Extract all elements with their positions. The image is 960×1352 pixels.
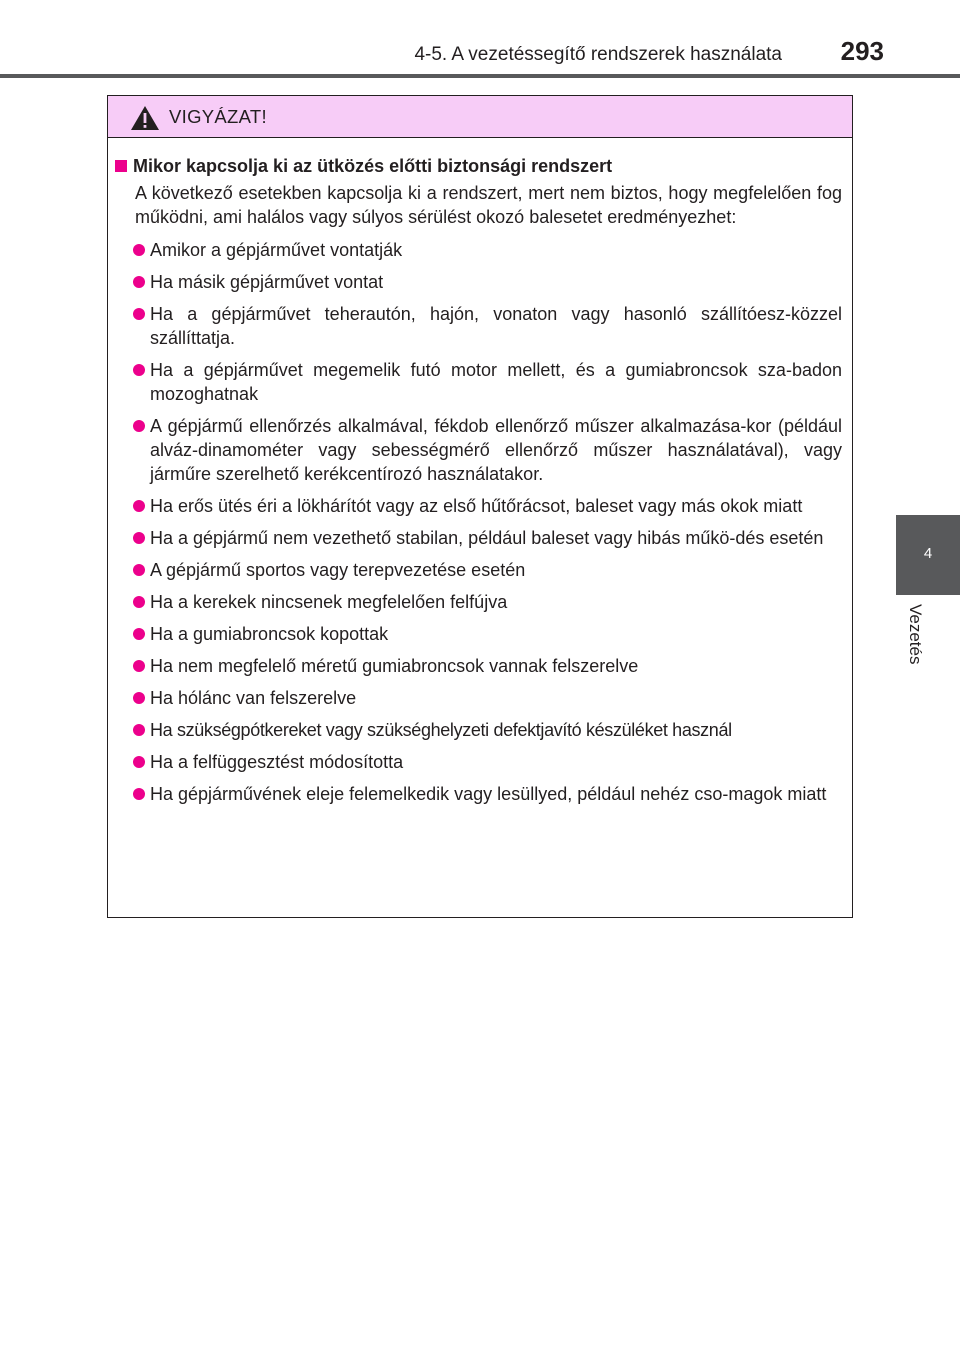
bullet-dot-icon — [133, 788, 145, 800]
list-item: Ha hólánc van felszerelve — [133, 686, 842, 710]
bullet-dot-icon — [133, 660, 145, 672]
list-item: Ha a gépjármű nem vezethető stabilan, például baleset vagy hibás műkö-dés esetén — [133, 526, 842, 550]
list-item: Ha szükségpótkereket vagy szükséghelyzeti defektjavító készüléket használ — [133, 718, 842, 742]
warning-body — [108, 138, 852, 806]
section-title: 4-5. A vezetéssegítő rendszerek használata — [414, 44, 782, 65]
list-item: Ha erős ütés éri a lökhárítót vagy az első hűtőrácsot, baleset vagy más okok miatt — [133, 494, 842, 518]
intro-paragraph: A következő esetekben kapcsolja ki a rendszert, mert nem biztos, hogy megfelelően fog működni, ami halálos vagy súlyos sérülést okozó balesetet eredményezhet: — [135, 183, 842, 227]
section-heading-text: Mikor kapcsolja ki az ütközés előtti biztonsági rendszert — [133, 156, 613, 176]
list-item: Ha a gumiabroncsok kopottak — [133, 622, 842, 646]
list-item: Ha másik gépjárművet vontat — [133, 270, 842, 294]
list-item: A gépjármű sportos vagy terepvezetése esetén — [133, 558, 842, 582]
bullet-dot-icon — [133, 364, 145, 376]
header-rule — [0, 74, 960, 78]
chapter-label — [895, 604, 935, 684]
bullet-dot-icon — [133, 308, 145, 320]
bullet-dot-icon — [133, 564, 145, 576]
list-item: Ha a gépjárművet teherautón, hajón, vonaton vagy hasonló szállítóesz-közzel szállíttatja. — [133, 302, 842, 350]
bullet-dot-icon — [133, 276, 145, 288]
list-item: Ha nem megfelelő méretű gumiabroncsok vannak felszerelve — [133, 654, 842, 678]
chapter-tab — [896, 515, 960, 595]
list-item: Amikor a gépjárművet vontatják — [133, 238, 842, 262]
warning-box — [107, 95, 853, 918]
warning-triangle-icon — [130, 105, 160, 131]
chapter-number: 4 — [923, 545, 933, 562]
bullet-dot-icon — [133, 420, 145, 432]
bullet-dot-icon — [133, 724, 145, 736]
list-item: Ha a felfüggesztést módosította — [133, 750, 842, 774]
bullet-dot-icon — [133, 500, 145, 512]
page-header — [0, 0, 960, 80]
bullet-dot-icon — [133, 244, 145, 256]
condition-list — [133, 238, 842, 806]
section-heading — [112, 153, 842, 179]
chapter-label-text: Vezetés — [906, 604, 925, 665]
bullet-dot-icon — [133, 692, 145, 704]
bullet-dot-icon — [133, 756, 145, 768]
warning-title: VIGYÁZAT! — [169, 106, 267, 127]
list-item: A gépjármű ellenőrzés alkalmával, fékdob ellenőrző műszer alkalmazása-kor (például alváz-dinamométer vagy sebességmérő ellenőrző műszer használatával), vagy járműre szerelhető kerékcentírozó használatakor. — [133, 414, 842, 486]
warning-header — [108, 96, 852, 138]
bullet-dot-icon — [133, 532, 145, 544]
list-item: Ha gépjárművének eleje felemelkedik vagy lesüllyed, például nehéz cso-magok miatt — [133, 782, 842, 806]
square-bullet-icon — [115, 160, 127, 172]
list-item: Ha a gépjárművet megemelik futó motor mellett, és a gumiabroncsok sza-badon mozoghatnak — [133, 358, 842, 406]
bullet-dot-icon — [133, 628, 145, 640]
list-item: Ha a kerekek nincsenek megfelelően felfújva — [133, 590, 842, 614]
page-number: 293 — [840, 36, 884, 66]
bullet-dot-icon — [133, 596, 145, 608]
